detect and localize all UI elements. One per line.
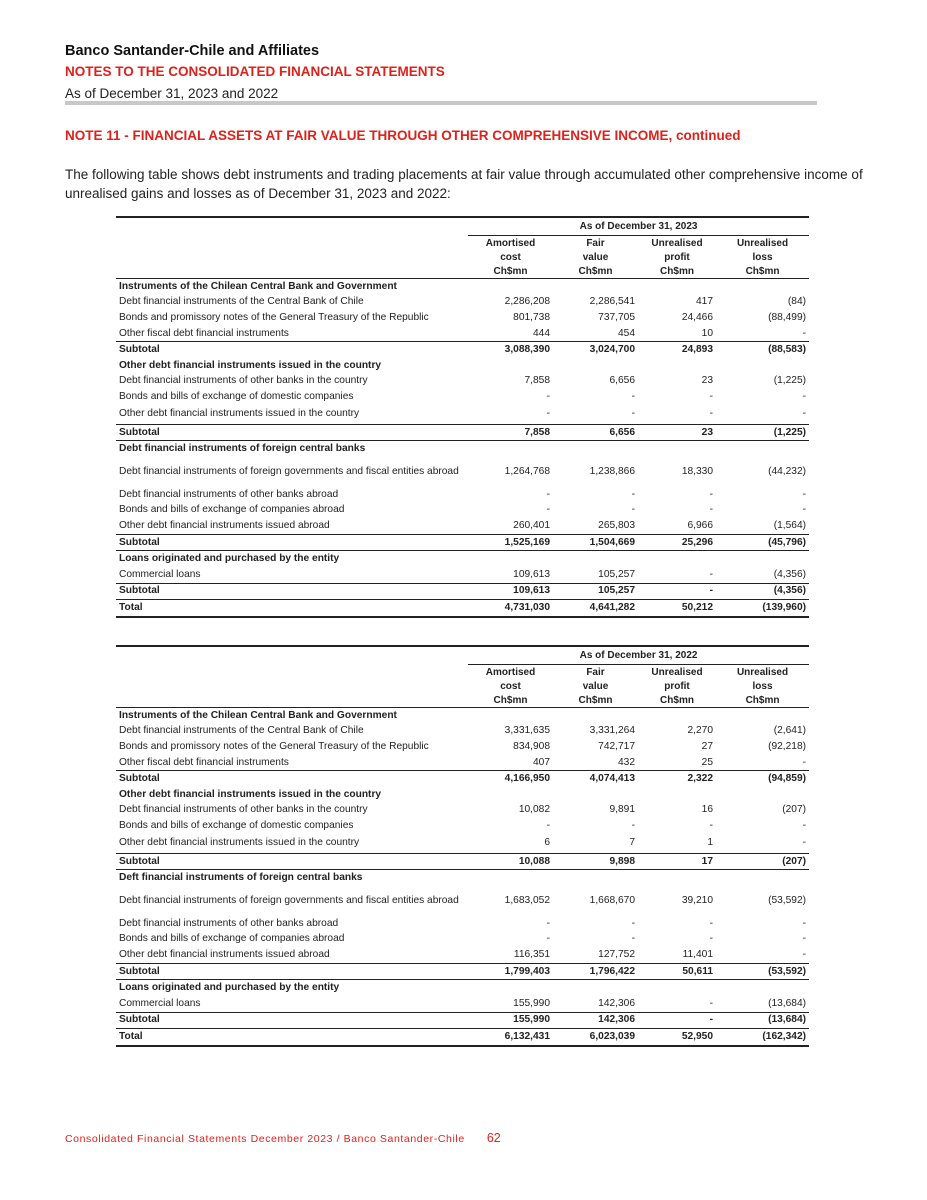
- table-row: [116, 295, 809, 311]
- subtotal-row: [116, 534, 809, 551]
- unrealised-loss-cell: -: [802, 488, 807, 500]
- row-label: Loans originated and purchased by the entity: [119, 982, 340, 994]
- unrealised-profit-cell: 417: [696, 296, 713, 308]
- subtotal-row: [116, 583, 809, 600]
- amortised-cost-cell: 444: [533, 327, 550, 339]
- row-label: Debt financial instruments of foreign governments and fiscal entities abroad: [119, 894, 459, 906]
- table-row: [116, 326, 809, 342]
- unrealised-loss-cell: (2,641): [773, 725, 807, 737]
- column-header-c2: value: [582, 680, 609, 692]
- unrealised-loss-cell: (139,960): [716, 600, 809, 617]
- amortised-cost-cell: [468, 787, 553, 803]
- amortised-cost-cell: [468, 358, 553, 374]
- amortised-cost-cell: [468, 980, 553, 996]
- unrealised-profit-cell: [638, 441, 716, 457]
- table-row: [116, 739, 809, 755]
- amortised-cost-cell: [468, 708, 553, 724]
- fair-value-cell: -: [631, 390, 635, 402]
- amortised-cost-cell: -: [546, 408, 550, 420]
- unrealised-loss-cell: (44,232): [768, 465, 807, 477]
- amortised-cost-cell: 4,731,030: [468, 600, 553, 617]
- amortised-cost-cell: 10,082: [518, 804, 550, 816]
- column-header-row: [116, 250, 809, 264]
- unrealised-loss-cell: (53,592): [768, 894, 807, 906]
- column-header-c4: Ch$mn: [716, 264, 809, 279]
- column-header-row: [116, 665, 809, 680]
- unrealised-loss-cell: -: [802, 327, 807, 339]
- unrealised-loss-cell: -: [802, 408, 807, 420]
- empty-header-cell: [116, 679, 468, 693]
- table-row: [116, 886, 809, 916]
- table-row: [116, 374, 809, 390]
- unrealised-profit-cell: 23: [638, 424, 716, 441]
- unrealised-profit-cell: [638, 708, 716, 724]
- column-header-c2: value: [582, 251, 609, 263]
- unrealised-loss-cell: (4,356): [773, 568, 807, 580]
- row-label: Debt financial instruments of the Central Bank of Chile: [119, 725, 364, 737]
- unrealised-loss-cell: (45,796): [716, 534, 809, 551]
- fair-value-cell: 1,238,866: [589, 465, 635, 477]
- section-header-row: [116, 279, 809, 295]
- table-row: [116, 487, 809, 503]
- amortised-cost-cell: [468, 870, 553, 886]
- fair-value-cell: [553, 279, 638, 295]
- row-label: Bonds and bills of exchange of domestic companies: [119, 819, 354, 831]
- total-row: [116, 1029, 809, 1046]
- unrealised-profit-cell: 6,966: [687, 519, 713, 531]
- period-header: As of December 31, 2023: [468, 217, 809, 236]
- row-label: Other debt financial instruments issued in the country: [119, 408, 360, 420]
- unrealised-profit-cell: 1: [707, 837, 713, 849]
- row-label: Bonds and bills of exchange of companies abroad: [119, 504, 345, 516]
- table-row: [116, 755, 809, 771]
- unrealised-profit-cell: 24,893: [638, 342, 716, 358]
- unrealised-profit-cell: 50,212: [638, 600, 716, 617]
- unrealised-loss-cell: (207): [716, 853, 809, 870]
- row-label: Subtotal: [116, 424, 468, 441]
- fair-value-cell: [553, 441, 638, 457]
- fair-value-cell: 127,752: [598, 948, 635, 960]
- fair-value-cell: -: [631, 408, 635, 420]
- unrealised-loss-cell: (13,684): [716, 1012, 809, 1029]
- row-label: Total: [116, 1029, 468, 1046]
- row-label: Debt financial instruments of other banks in the country: [119, 375, 368, 387]
- empty-header-cell: [116, 250, 468, 264]
- fair-value-cell: 9,898: [553, 853, 638, 870]
- row-label: Bonds and promissory notes of the General Treasury of the Republic: [119, 740, 429, 752]
- section-header-row: [116, 358, 809, 374]
- unrealised-loss-cell: -: [802, 917, 807, 929]
- row-label: Commercial loans: [119, 997, 201, 1009]
- fair-value-cell: -: [631, 819, 635, 831]
- column-header-c1: Amortised: [485, 237, 536, 249]
- amortised-cost-cell: 6: [544, 837, 550, 849]
- column-header-c3: Ch$mn: [638, 693, 716, 708]
- empty-header-cell: [116, 236, 468, 251]
- amortised-cost-cell: -: [546, 390, 550, 402]
- amortised-cost-cell: 1,683,052: [504, 894, 550, 906]
- unrealised-loss-cell: [716, 980, 809, 996]
- unrealised-loss-cell: -: [802, 948, 807, 960]
- as-of-date: As of December 31, 2023 and 2022: [65, 86, 279, 101]
- column-header-row: [116, 679, 809, 693]
- row-label: Other debt financial instruments issued abroad: [119, 948, 330, 960]
- empty-header-cell: [116, 646, 468, 665]
- table-row: [116, 818, 809, 834]
- fair-value-cell: [553, 870, 638, 886]
- unrealised-profit-cell: 2,322: [638, 771, 716, 787]
- row-label: Other debt financial instruments issued in the country: [119, 788, 382, 800]
- unrealised-loss-cell: (4,356): [716, 583, 809, 600]
- unrealised-profit-cell: -: [709, 408, 713, 420]
- unrealised-loss-cell: (1,564): [773, 519, 807, 531]
- row-label: Total: [116, 600, 468, 617]
- fair-value-cell: 6,656: [609, 375, 635, 387]
- unrealised-profit-cell: 25,296: [638, 534, 716, 551]
- unrealised-profit-cell: [638, 980, 716, 996]
- unrealised-profit-cell: -: [709, 390, 713, 402]
- column-header-c3: Unrealised: [651, 666, 703, 678]
- unrealised-loss-cell: (162,342): [716, 1029, 809, 1046]
- unrealised-loss-cell: (1,225): [716, 424, 809, 441]
- row-label: Other debt financial instruments issued in the country: [119, 359, 382, 371]
- header-divider: [65, 101, 817, 105]
- column-header-c2: Ch$mn: [553, 264, 638, 279]
- fair-value-cell: [553, 551, 638, 567]
- unrealised-loss-cell: -: [802, 933, 807, 945]
- footer-text: Consolidated Financial Statements December 2023 / Banco Santander-Chile: [65, 1133, 465, 1145]
- unrealised-loss-cell: (92,218): [768, 740, 807, 752]
- fair-value-cell: 432: [618, 756, 635, 768]
- unrealised-profit-cell: -: [638, 583, 716, 600]
- fair-value-cell: [553, 980, 638, 996]
- row-label: Debt financial instruments of the Central Bank of Chile: [119, 296, 364, 308]
- row-label: Other debt financial instruments issued abroad: [119, 519, 330, 531]
- amortised-cost-cell: 10,088: [468, 853, 553, 870]
- amortised-cost-cell: 2,286,208: [504, 296, 550, 308]
- row-label: Subtotal: [116, 853, 468, 870]
- note-title: NOTE 11 - FINANCIAL ASSETS AT FAIR VALUE THROUGH OTHER COMPREHENSIVE INCOME, continued: [65, 128, 741, 143]
- column-header-c1: Ch$mn: [468, 264, 553, 279]
- table-row: [116, 405, 809, 425]
- table-row: [116, 518, 809, 534]
- unrealised-profit-cell: 18,330: [681, 465, 713, 477]
- amortised-cost-cell: 801,738: [513, 311, 550, 323]
- amortised-cost-cell: [468, 551, 553, 567]
- row-label: Subtotal: [116, 583, 468, 600]
- column-header-c1: Amortised: [485, 666, 536, 678]
- fair-value-cell: 4,074,413: [553, 771, 638, 787]
- amortised-cost-cell: -: [546, 917, 550, 929]
- page-number: 62: [486, 1131, 501, 1145]
- row-label: Subtotal: [116, 963, 468, 980]
- amortised-cost-cell: [468, 441, 553, 457]
- table-row: [116, 916, 809, 932]
- fair-value-cell: 142,306: [598, 997, 635, 1009]
- amortised-cost-cell: 155,990: [468, 1012, 553, 1029]
- fair-value-table-2023: [116, 216, 809, 618]
- table-row: [116, 503, 809, 519]
- fair-value-cell: 737,705: [598, 311, 635, 323]
- unrealised-loss-cell: [716, 441, 809, 457]
- unrealised-profit-cell: [638, 787, 716, 803]
- unrealised-profit-cell: -: [709, 933, 713, 945]
- fair-value-cell: 265,803: [598, 519, 635, 531]
- section-header-row: [116, 708, 809, 724]
- row-label: Subtotal: [116, 1012, 468, 1029]
- page-footer: [65, 1131, 501, 1145]
- unrealised-profit-cell: 27: [701, 740, 713, 752]
- unrealised-profit-cell: 10: [701, 327, 713, 339]
- column-header-row: [116, 693, 809, 708]
- column-header-c4: Unrealised: [736, 666, 789, 678]
- fair-value-cell: 105,257: [553, 583, 638, 600]
- unrealised-profit-cell: 52,950: [638, 1029, 716, 1046]
- unrealised-profit-cell: 24,466: [681, 311, 713, 323]
- amortised-cost-cell: 109,613: [468, 583, 553, 600]
- section-header-row: [116, 441, 809, 457]
- page-header: [65, 42, 825, 104]
- unrealised-profit-cell: [638, 358, 716, 374]
- unrealised-profit-cell: 17: [638, 853, 716, 870]
- unrealised-profit-cell: [638, 279, 716, 295]
- unrealised-profit-cell: 2,270: [687, 725, 713, 737]
- unrealised-loss-cell: [716, 551, 809, 567]
- unrealised-profit-cell: 23: [701, 375, 713, 387]
- period-header: As of December 31, 2022: [468, 646, 809, 665]
- unrealised-loss-cell: (53,592): [716, 963, 809, 980]
- fair-value-table-2022: [116, 645, 809, 1047]
- column-header-c1: cost: [500, 680, 521, 692]
- column-header-c3: profit: [664, 251, 690, 263]
- fair-value-cell: 142,306: [553, 1012, 638, 1029]
- unrealised-loss-cell: (207): [782, 804, 807, 816]
- empty-header-cell: [116, 217, 468, 236]
- section-header-row: [116, 787, 809, 803]
- row-label: Debt financial instruments of foreign central banks: [119, 443, 366, 455]
- row-label: Subtotal: [116, 534, 468, 551]
- amortised-cost-cell: 155,990: [513, 997, 550, 1009]
- row-label: Debt financial instruments of foreign governments and fiscal entities abroad: [119, 465, 459, 477]
- empty-header-cell: [116, 665, 468, 680]
- column-header-c1: cost: [500, 251, 521, 263]
- empty-header-cell: [116, 264, 468, 279]
- unrealised-loss-cell: (88,499): [768, 311, 807, 323]
- unrealised-loss-cell: (84): [787, 296, 807, 308]
- subtotal-row: [116, 342, 809, 358]
- total-row: [116, 600, 809, 617]
- fair-value-cell: -: [631, 488, 635, 500]
- column-header-c3: profit: [664, 680, 690, 692]
- column-header-c3: Ch$mn: [638, 264, 716, 279]
- fair-value-cell: 6,656: [553, 424, 638, 441]
- fair-value-cell: 1,504,669: [553, 534, 638, 551]
- fair-value-cell: 6,023,039: [553, 1029, 638, 1046]
- row-label: Debt financial instruments of other banks abroad: [119, 488, 339, 500]
- section-header-row: [116, 980, 809, 996]
- fair-value-cell: -: [631, 504, 635, 516]
- row-label: Bonds and bills of exchange of domestic companies: [119, 390, 354, 402]
- row-label: Other fiscal debt financial instruments: [119, 327, 289, 339]
- subtotal-row: [116, 1012, 809, 1029]
- unrealised-loss-cell: -: [802, 504, 807, 516]
- unrealised-loss-cell: [716, 279, 809, 295]
- unrealised-loss-cell: (88,583): [716, 342, 809, 358]
- unrealised-profit-cell: -: [709, 488, 713, 500]
- fair-value-cell: 7: [629, 837, 635, 849]
- row-label: Bonds and promissory notes of the General Treasury of the Republic: [119, 311, 429, 323]
- row-label: Debt financial instruments of other banks in the country: [119, 804, 368, 816]
- column-header-c4: Unrealised: [736, 237, 789, 249]
- amortised-cost-cell: 834,908: [513, 740, 550, 752]
- fair-value-cell: -: [631, 917, 635, 929]
- row-label: Instruments of the Chilean Central Bank and Government: [119, 280, 397, 292]
- unrealised-loss-cell: [716, 787, 809, 803]
- fair-value-cell: 454: [618, 327, 635, 339]
- table-row: [116, 457, 809, 487]
- unrealised-profit-cell: -: [709, 819, 713, 831]
- amortised-cost-cell: 1,799,403: [468, 963, 553, 980]
- amortised-cost-cell: 7,858: [468, 424, 553, 441]
- empty-header-cell: [116, 693, 468, 708]
- row-label: Subtotal: [116, 771, 468, 787]
- column-header-c2: Fair: [586, 237, 605, 249]
- row-label: Deft financial instruments of foreign central banks: [119, 872, 363, 884]
- period-header-row: [116, 646, 809, 665]
- amortised-cost-cell: 407: [533, 756, 550, 768]
- unrealised-profit-cell: 25: [701, 756, 713, 768]
- unrealised-profit-cell: -: [709, 504, 713, 516]
- fair-value-cell: 1,796,422: [553, 963, 638, 980]
- column-header-row: [116, 264, 809, 279]
- column-header-c4: Ch$mn: [716, 693, 809, 708]
- unrealised-profit-cell: -: [709, 917, 713, 929]
- unrealised-loss-cell: (13,684): [768, 997, 807, 1009]
- row-label: Subtotal: [116, 342, 468, 358]
- unrealised-loss-cell: [716, 358, 809, 374]
- amortised-cost-cell: -: [546, 933, 550, 945]
- column-header-c2: Fair: [586, 666, 605, 678]
- unrealised-loss-cell: [716, 870, 809, 886]
- intro-paragraph: The following table shows debt instruments and trading placements at fair value through accumulated other comprehensive income of unrealised gains and losses as of December 31, 2023 and 2022:: [65, 167, 863, 201]
- amortised-cost-cell: 116,351: [513, 948, 550, 960]
- period-header-row: [116, 217, 809, 236]
- unrealised-loss-cell: (1,225): [773, 375, 807, 387]
- column-header-c4: loss: [752, 251, 773, 263]
- subtotal-row: [116, 771, 809, 787]
- unrealised-profit-cell: -: [709, 568, 713, 580]
- amortised-cost-cell: 7,858: [524, 375, 550, 387]
- unrealised-loss-cell: (94,859): [716, 771, 809, 787]
- unrealised-loss-cell: [716, 708, 809, 724]
- amortised-cost-cell: 6,132,431: [468, 1029, 553, 1046]
- column-header-c1: Ch$mn: [468, 693, 553, 708]
- section-header-row: [116, 551, 809, 567]
- notes-title: NOTES TO THE CONSOLIDATED FINANCIAL STATEMENTS: [65, 64, 445, 79]
- table-row: [116, 996, 809, 1012]
- column-header-row: [116, 236, 809, 251]
- fair-value-cell: 3,024,700: [553, 342, 638, 358]
- table-row: [116, 310, 809, 326]
- fair-value-cell: 9,891: [609, 804, 635, 816]
- fair-value-cell: 3,331,264: [589, 725, 635, 737]
- amortised-cost-cell: 4,166,950: [468, 771, 553, 787]
- fair-value-cell: [553, 787, 638, 803]
- amortised-cost-cell: 3,331,635: [504, 725, 550, 737]
- table-row: [116, 389, 809, 405]
- unrealised-loss-cell: -: [802, 837, 807, 849]
- subtotal-row: [116, 424, 809, 441]
- unrealised-profit-cell: -: [709, 997, 713, 1009]
- row-label: Other debt financial instruments issued in the country: [119, 837, 360, 849]
- amortised-cost-cell: 1,264,768: [504, 465, 550, 477]
- row-label: Instruments of the Chilean Central Bank and Government: [119, 709, 397, 721]
- table-row: [116, 724, 809, 740]
- fair-value-cell: [553, 708, 638, 724]
- row-label: Debt financial instruments of other banks abroad: [119, 917, 339, 929]
- fair-value-cell: -: [631, 933, 635, 945]
- unrealised-profit-cell: 11,401: [682, 948, 713, 960]
- table-row: [116, 803, 809, 819]
- fair-value-cell: 742,717: [598, 740, 635, 752]
- row-label: Bonds and bills of exchange of companies abroad: [119, 933, 345, 945]
- amortised-cost-cell: 3,088,390: [468, 342, 553, 358]
- row-label: Other fiscal debt financial instruments: [119, 756, 289, 768]
- subtotal-row: [116, 963, 809, 980]
- unrealised-loss-cell: -: [802, 819, 807, 831]
- company-name: Banco Santander-Chile and Affiliates: [65, 43, 320, 59]
- fair-value-cell: 2,286,541: [589, 296, 635, 308]
- fair-value-cell: 1,668,670: [589, 894, 635, 906]
- fair-value-cell: 4,641,282: [553, 600, 638, 617]
- fair-value-cell: [553, 358, 638, 374]
- amortised-cost-cell: -: [546, 819, 550, 831]
- column-header-c3: Unrealised: [651, 237, 703, 249]
- unrealised-profit-cell: 50,611: [638, 963, 716, 980]
- unrealised-profit-cell: 16: [701, 804, 713, 816]
- unrealised-loss-cell: -: [802, 756, 807, 768]
- subtotal-row: [116, 853, 809, 870]
- amortised-cost-cell: 1,525,169: [468, 534, 553, 551]
- table-row: [116, 567, 809, 583]
- fair-value-cell: 105,257: [598, 568, 635, 580]
- unrealised-profit-cell: 39,210: [681, 894, 713, 906]
- amortised-cost-cell: 260,401: [513, 519, 550, 531]
- unrealised-loss-cell: -: [802, 390, 807, 402]
- unrealised-profit-cell: -: [638, 1012, 716, 1029]
- row-label: Commercial loans: [119, 568, 201, 580]
- section-header-row: [116, 870, 809, 886]
- amortised-cost-cell: -: [546, 504, 550, 516]
- table-row: [116, 834, 809, 854]
- amortised-cost-cell: [468, 279, 553, 295]
- column-header-c4: loss: [752, 680, 773, 692]
- amortised-cost-cell: 109,613: [513, 568, 550, 580]
- unrealised-profit-cell: [638, 551, 716, 567]
- amortised-cost-cell: -: [546, 488, 550, 500]
- table-row: [116, 932, 809, 948]
- row-label: Loans originated and purchased by the entity: [119, 553, 340, 565]
- unrealised-profit-cell: [638, 870, 716, 886]
- column-header-c2: Ch$mn: [553, 693, 638, 708]
- table-row: [116, 947, 809, 963]
